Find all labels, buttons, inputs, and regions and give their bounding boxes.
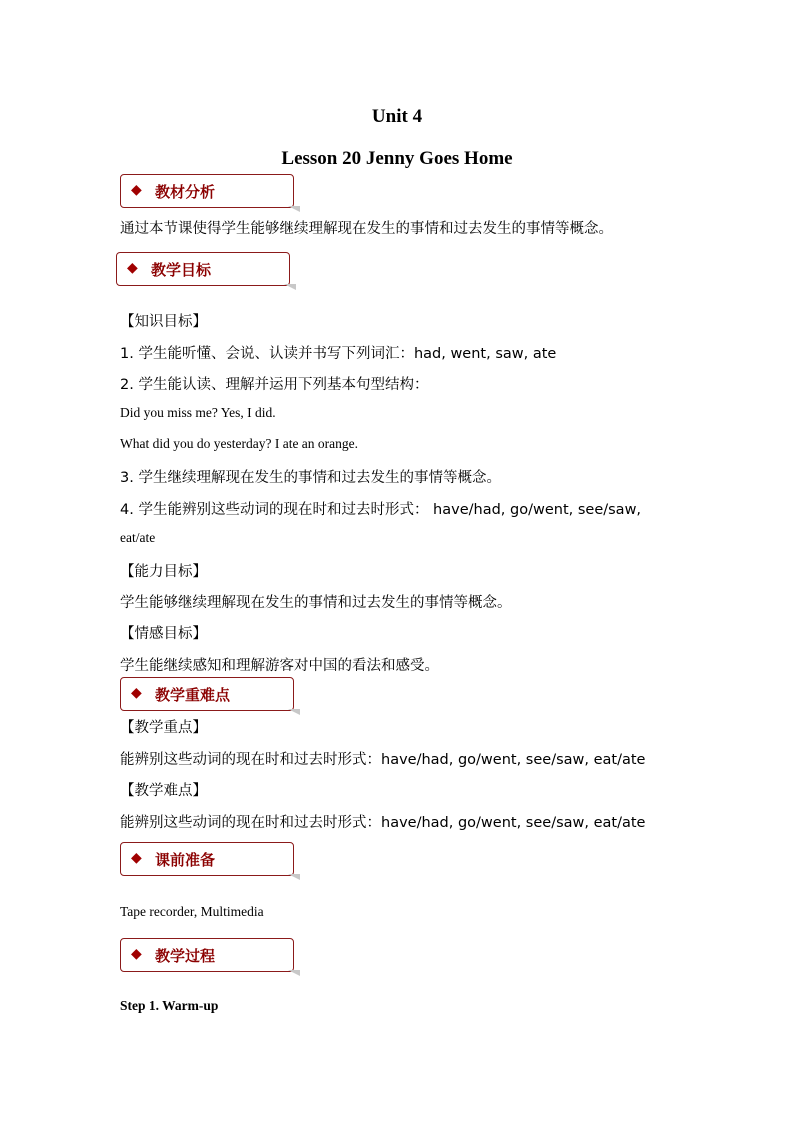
section-heading-label: 教学目标 xyxy=(151,261,212,279)
heading-tail-decoration xyxy=(288,709,300,715)
knowledge-item-4-cont: eat/ate xyxy=(120,530,156,545)
ability-label: 【能力目标】 xyxy=(120,564,207,580)
lesson-title: Lesson 20 Jenny Goes Home xyxy=(281,148,513,169)
knowledge-label: 【知识目标】 xyxy=(120,314,207,330)
materials-text: 通过本节课使得学生能够继续理解现在发生的事情和过去发生的事情等概念。 xyxy=(120,221,613,237)
knowledge-item-3: 3. 学生继续理解现在发生的事情和过去发生的事情等概念。 xyxy=(120,470,501,486)
ability-text: 学生能够继续理解现在发生的事情和过去发生的事情等概念。 xyxy=(120,595,512,611)
heading-tail-decoration xyxy=(288,874,300,880)
difficult-points-text: 能辨别这些动词的现在时和过去时形式：have/had, go/went, see/saw, eat/ate xyxy=(120,815,646,831)
heading-tail-decoration xyxy=(284,284,296,290)
section-heading-procedure xyxy=(120,938,294,972)
section-heading-label: 教学过程 xyxy=(155,947,216,965)
step-1-heading: Step 1. Warm-up xyxy=(120,998,219,1013)
difficult-points-label: 【教学难点】 xyxy=(120,783,207,799)
unit-title: Unit 4 xyxy=(371,106,423,127)
section-heading-objectives xyxy=(116,252,290,286)
section-heading-label: 课前准备 xyxy=(155,851,216,869)
sentence-pattern-1: Did you miss me? Yes, I did. xyxy=(120,405,276,420)
diamond-bullet-icon: ◆ xyxy=(131,182,142,198)
preparation-text: Tape recorder, Multimedia xyxy=(120,904,264,919)
diamond-bullet-icon: ◆ xyxy=(131,946,142,962)
diamond-bullet-icon: ◆ xyxy=(127,260,138,276)
key-points-text: 能辨别这些动词的现在时和过去时形式：have/had, go/went, see/saw, eat/ate xyxy=(120,752,646,768)
diamond-bullet-icon: ◆ xyxy=(131,685,142,701)
knowledge-item-4: 4. 学生能辨别这些动词的现在时和过去时形式： have/had, go/went, see/saw, xyxy=(120,502,642,518)
section-heading-key-difficult xyxy=(120,677,294,711)
diamond-bullet-icon: ◆ xyxy=(131,850,142,866)
emotion-text: 学生能继续感知和理解游客对中国的看法和感受。 xyxy=(120,658,439,674)
section-heading-label: 教材分析 xyxy=(155,183,216,201)
knowledge-item-2: 2. 学生能认读、理解并运用下列基本句型结构： xyxy=(120,377,429,393)
sentence-pattern-2: What did you do yesterday? I ate an orange. xyxy=(120,436,359,451)
heading-tail-decoration xyxy=(288,206,300,212)
emotion-label: 【情感目标】 xyxy=(120,626,207,642)
section-heading-label: 教学重难点 xyxy=(155,686,231,704)
knowledge-item-1: 1. 学生能听懂、会说、认读并书写下列词汇：had, went, saw, ate xyxy=(120,346,557,362)
heading-tail-decoration xyxy=(288,970,300,976)
section-heading-preparation xyxy=(120,842,294,876)
section-heading-materials xyxy=(120,174,294,208)
key-points-label: 【教学重点】 xyxy=(120,720,207,736)
